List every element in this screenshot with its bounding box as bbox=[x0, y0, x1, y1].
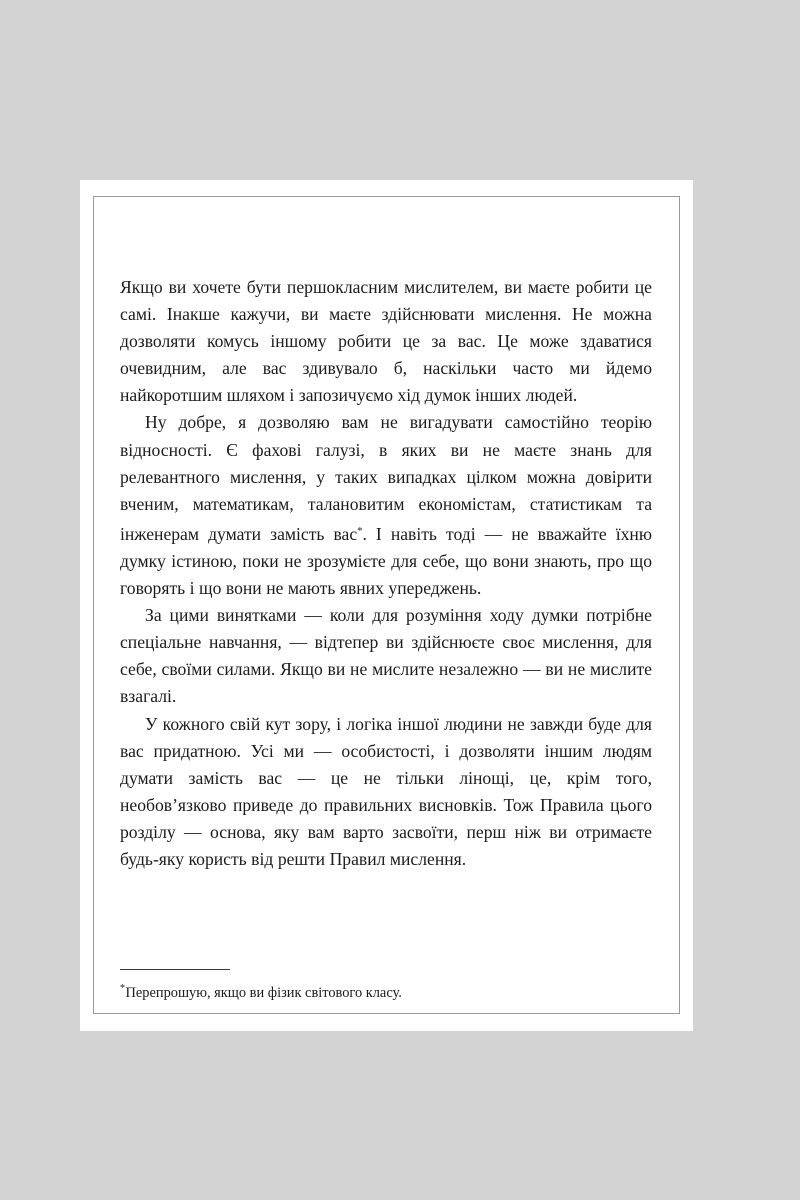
paragraph-2-text-before-footnote: Ну добре, я дозволяю вам не вигадувати самостійно теорію відносності. Є фахові галузі, в яких ви не маєте знань для релевантного мислення, у таких випадках цілком можна довірити вченим, математикам, талановитим економістам, статистикам та інженерам думати замість вас bbox=[120, 412, 652, 544]
paragraph-3: За цими винятками — коли для розуміння ходу думки потрібне спеціальне навчання, — відтепер ви здійснюєте своє мислення, для себе, своїми силами. Якщо ви не мислите незалежно — ви не мислите взагалі. bbox=[120, 605, 652, 707]
footnote-content: Перепрошую, якщо ви фізик світового класу. bbox=[125, 985, 402, 1001]
footnote-separator-rule bbox=[120, 969, 230, 970]
paragraph-4: У кожного свій кут зору, і логіка іншої людини не завжди буде для вас придатною. Усі ми — особистості, і дозволяти іншим людям думати замість вас — це не тільки лінощі, це, крім того, необов’язково приведе до правильних висновків. Тож Правила цього розділу — основа, яку вам варто засвоїти, перш ніж ви отримаєте будь-яку користь від решти Правил мислення. bbox=[120, 713, 652, 869]
body-text-column bbox=[120, 274, 652, 873]
paragraph-1: Якщо ви хочете бути першокласним мислителем, ви маєте робити це самі. Інакше кажучи, ви маєте здійснювати мислення. Не можна дозволяти комусь іншому робити це за вас. Це може здаватися очевидним, але вас здивувало б, наскільки часто ми йдемо найкоротшим шляхом і запозичуємо хід думок інших людей. bbox=[120, 277, 652, 406]
paragraph-2-text-after-footnote: . І навіть тоді — не вважайте їхню думку істиною, поки не зрозумієте для себе, що вони знають, про що говорять і що вони не мають явних упереджень. bbox=[120, 523, 652, 599]
book-page-sheet bbox=[80, 180, 693, 1031]
footnote-marker: * bbox=[120, 983, 126, 994]
footnote-reference-marker[interactable]: * bbox=[357, 525, 363, 537]
footnote-block bbox=[120, 969, 652, 1002]
paragraph-2 bbox=[120, 409, 652, 602]
footnote-line bbox=[120, 980, 652, 1002]
